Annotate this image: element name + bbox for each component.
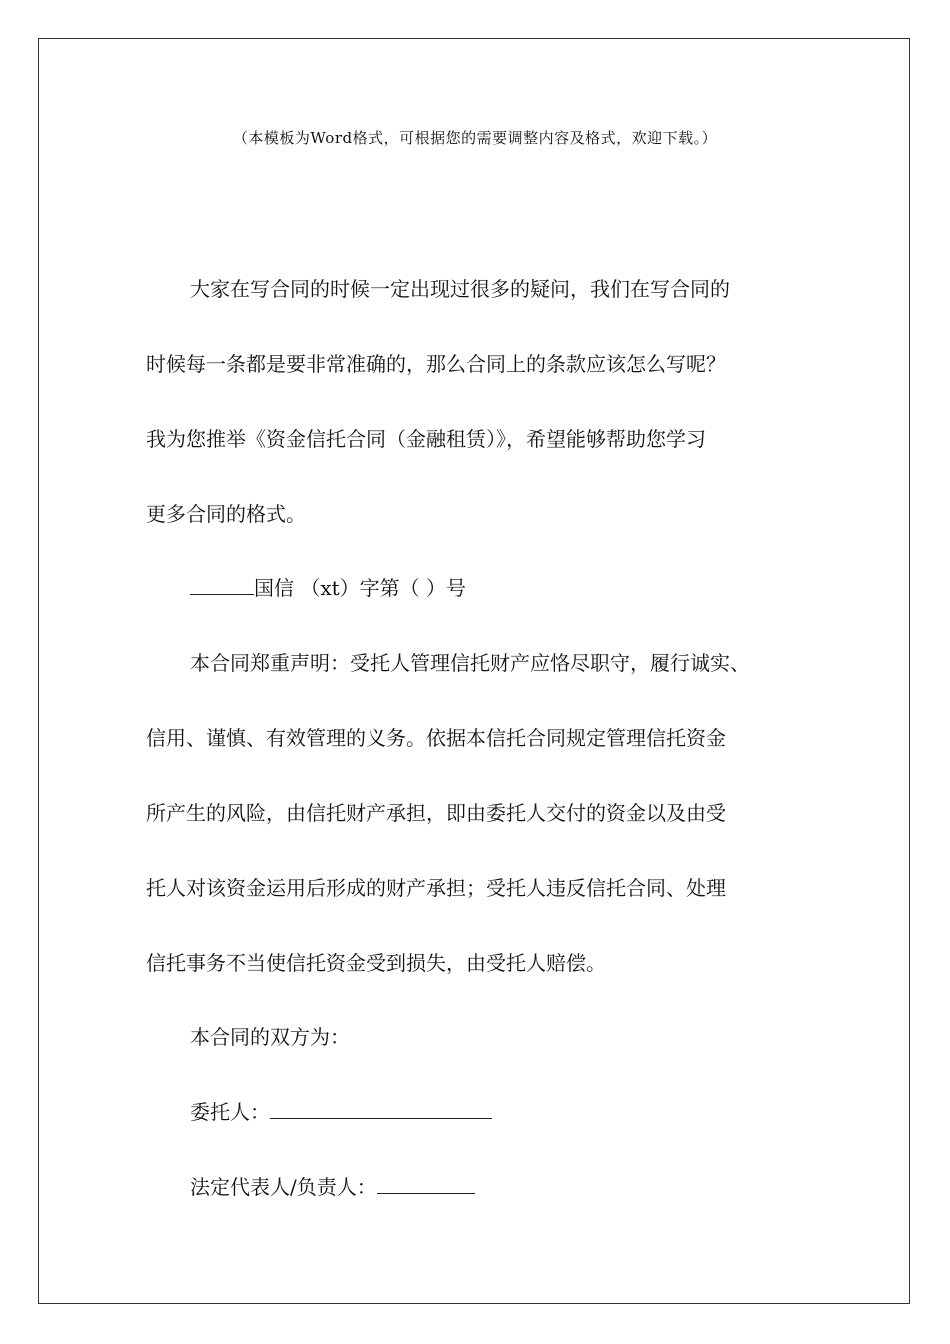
template-note: （本模板为Word格式，可根据您的需要调整内容及格式，欢迎下载。） <box>232 129 718 147</box>
entrustor-line <box>190 1099 492 1125</box>
parties-heading: 本合同的双方为： <box>190 1025 350 1049</box>
declaration-line-3: 所产生的风险，由信托财产承担，即由委托人交付的资金以及由受 <box>146 801 726 825</box>
entrustor-label: 委托人： <box>190 1100 270 1124</box>
intro-line-3: 我为您推举《资金信托合同（金融租赁）》，希望能够帮助您学习 <box>146 427 706 451</box>
declaration-line-2: 信用、谨慎、有效管理的义务。依据本信托合同规定管理信托资金 <box>146 726 726 750</box>
contract-prefix-blank[interactable] <box>190 576 254 595</box>
entrustor-blank[interactable] <box>270 1100 492 1119</box>
representative-line <box>190 1174 475 1200</box>
declaration-line-4: 托人对该资金运用后形成的财产承担；受托人违反信托合同、处理 <box>146 876 726 900</box>
intro-line-1: 大家在写合同的时候一定出现过很多的疑问，我们在写合同的 <box>190 277 730 301</box>
contract-number-text: 国信 （xt）字第（ ）号 <box>254 576 467 600</box>
representative-blank[interactable] <box>377 1175 475 1194</box>
declaration-line-5: 信托事务不当使信托资金受到损失，由受托人赔偿。 <box>146 951 606 975</box>
intro-line-4: 更多合同的格式。 <box>146 502 306 526</box>
representative-label: 法定代表人/负责人： <box>190 1175 377 1199</box>
intro-line-2: 时候每一条都是要非常准确的，那么合同上的条款应该怎么写呢？ <box>146 352 726 376</box>
declaration-line-1: 本合同郑重声明：受托人管理信托财产应恪尽职守，履行诚实、 <box>190 651 750 675</box>
contract-number-line <box>190 575 466 601</box>
